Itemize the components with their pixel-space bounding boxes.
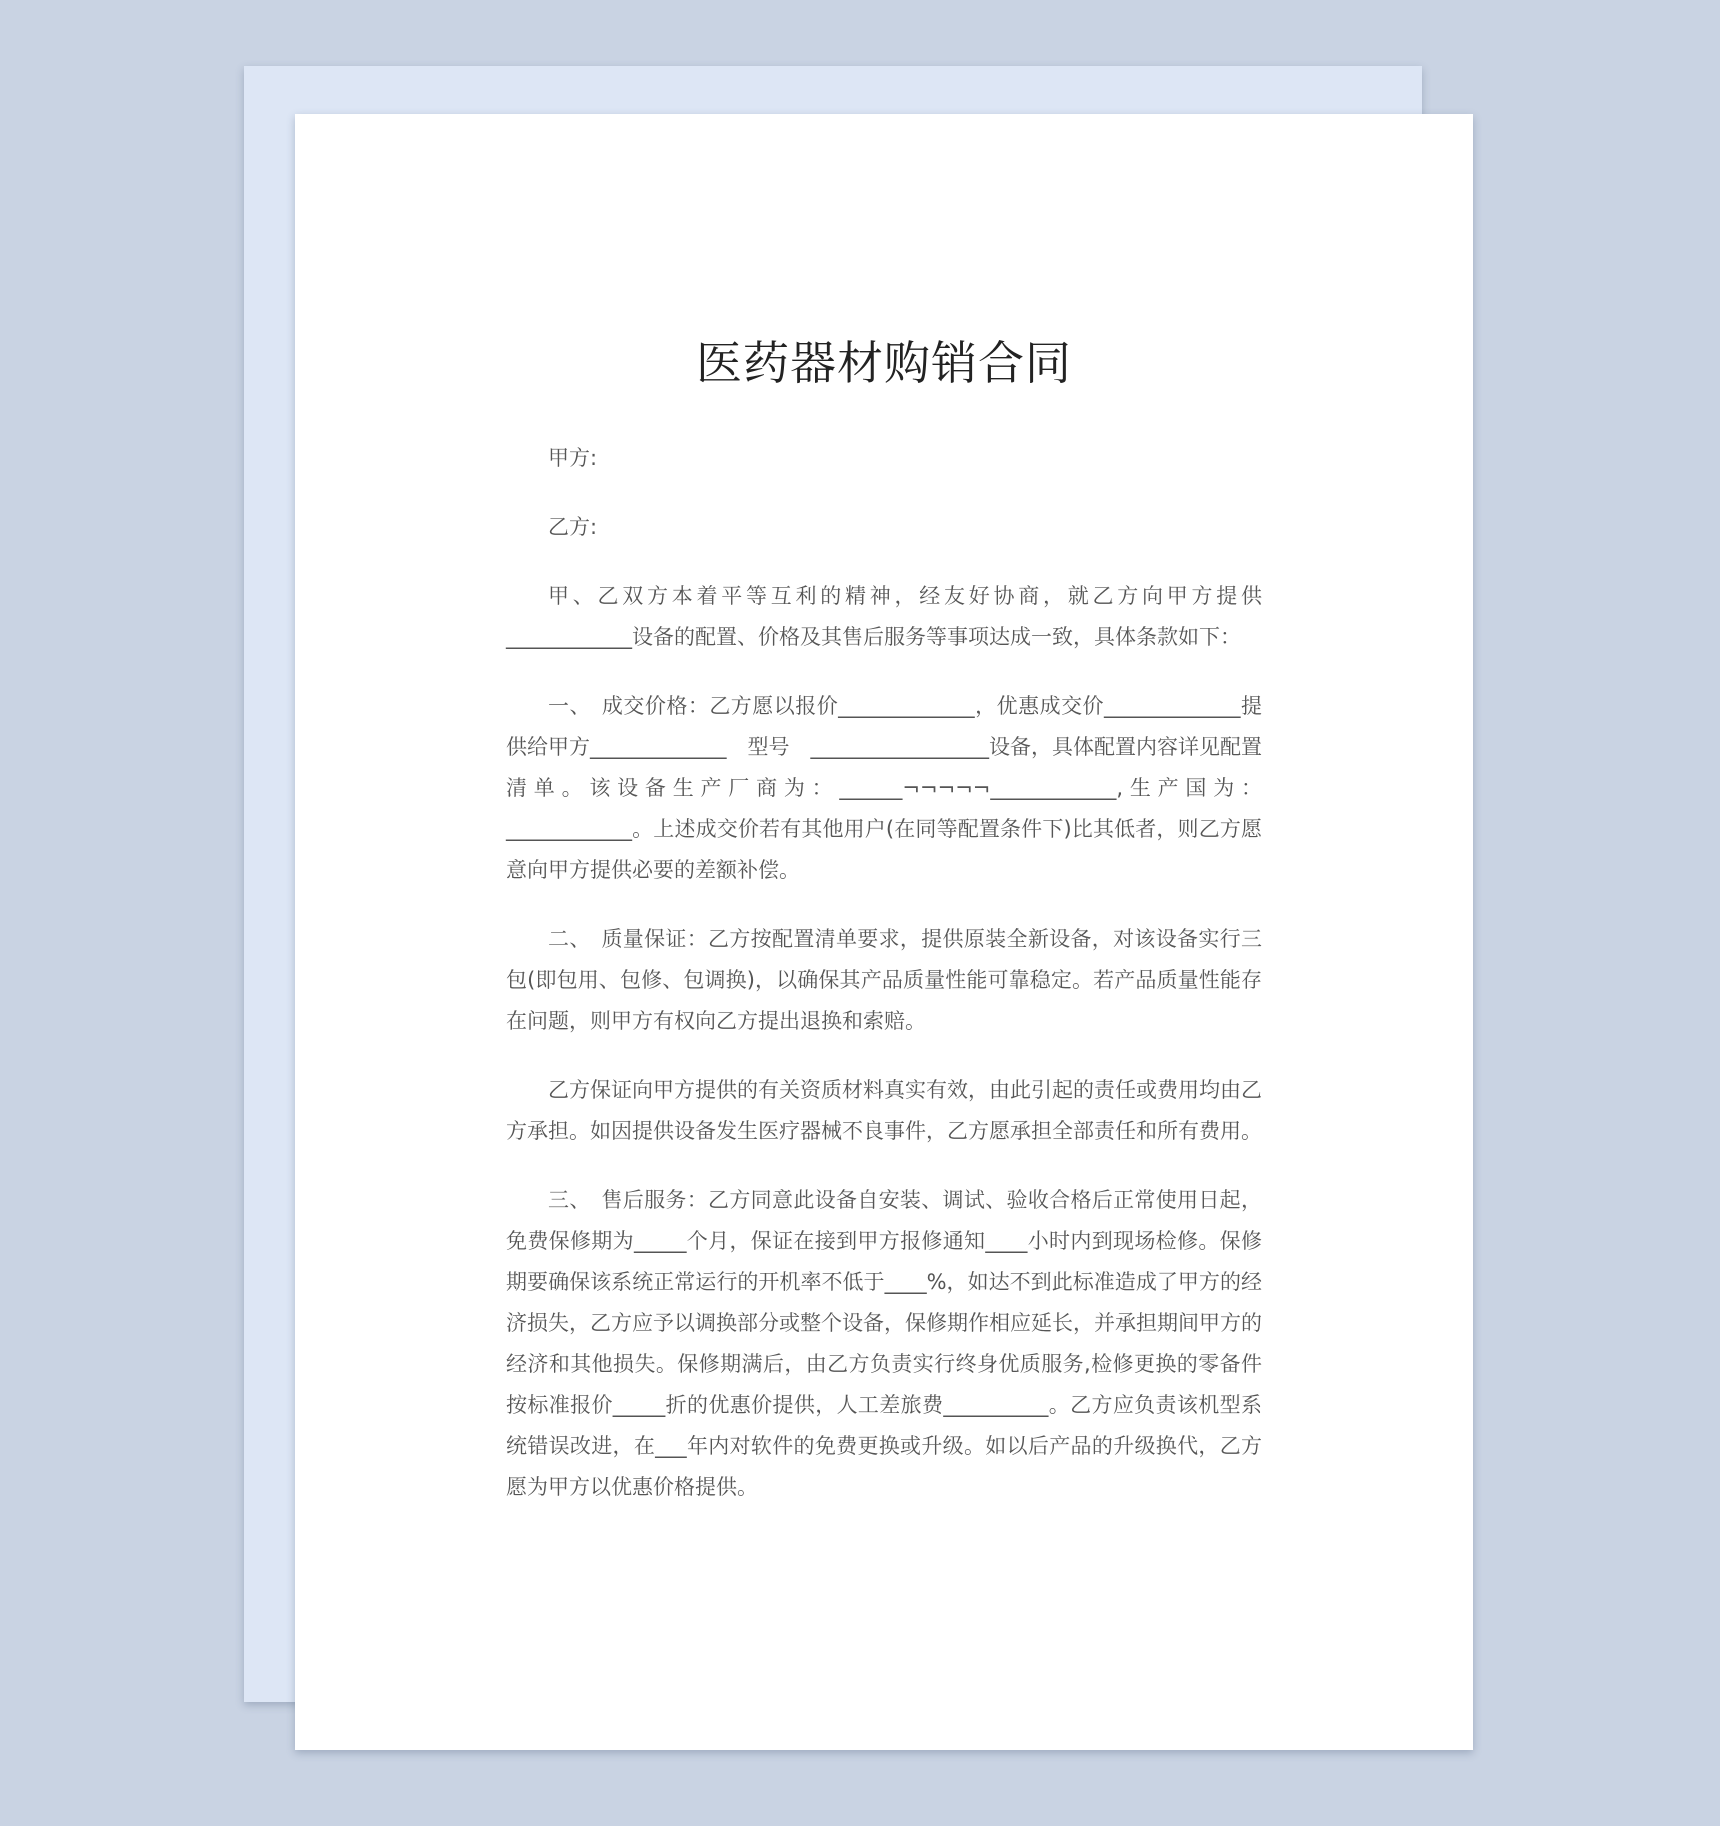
clause-service-paragraph: 三、 售后服务：乙方同意此设备自安装、调试、验收合格后正常使用日起，免费保修期为_____个月，保证在接到甲方报修通知____小时内到现场检修。保修期要确保该系统正常运行的开机率不低于____%，如达不到此标准造成了甲方的经济损失，乙方应予以调换部分或整个设备，保修期作相应延长，并承担期间甲方的经济和其他损失。保修期满后，由乙方负责实行终身优质服务,检修更换的零备件按标准报价_____折的优惠价提供，人工差旅费__________。乙方应负责该机型系统错误改进，在___年内对软件的免费更换或升级。如以后产品的升级换代，乙方愿为甲方以优惠价格提供。	[506, 1188, 1262, 1499]
clause-quality-paragraph: 二、 质量保证：乙方按配置清单要求，提供原装全新设备，对该设备实行三包(即包用、包修、包调换)，以确保其产品质量性能可靠稳定。若产品质量性能存在问题，则甲方有权向乙方提出退换和索赔。	[506, 927, 1262, 1033]
clause-price-paragraph: 一、 成交价格：乙方愿以报价_____________，优惠成交价_____________提供给甲方_____________ 型号 _________________设备，具体配置内容详见配置清单。该设备生产厂商为：______¬¬¬¬¬____________,生产国为：____________。上述成交价若有其他用户(在同等配置条件下)比其低者，则乙方愿意向甲方提供必要的差额补偿。	[506, 694, 1262, 882]
party-b-line: 乙方:	[548, 515, 598, 539]
document-title: 医药器材购销合同	[696, 336, 1072, 390]
party-a-line: 甲方:	[548, 446, 598, 470]
qualification-paragraph: 乙方保证向甲方提供的有关资质材料真实有效，由此引起的责任或费用均由乙方承担。如因提供设备发生医疗器械不良事件，乙方愿承担全部责任和所有费用。	[506, 1078, 1262, 1143]
document-page	[295, 114, 1473, 1750]
document-body	[506, 438, 1262, 1536]
preamble-paragraph: 甲、乙双方本着平等互利的精神，经友好协商，就乙方向甲方提供____________设备的配置、价格及其售后服务等事项达成一致，具体条款如下：	[506, 584, 1262, 649]
